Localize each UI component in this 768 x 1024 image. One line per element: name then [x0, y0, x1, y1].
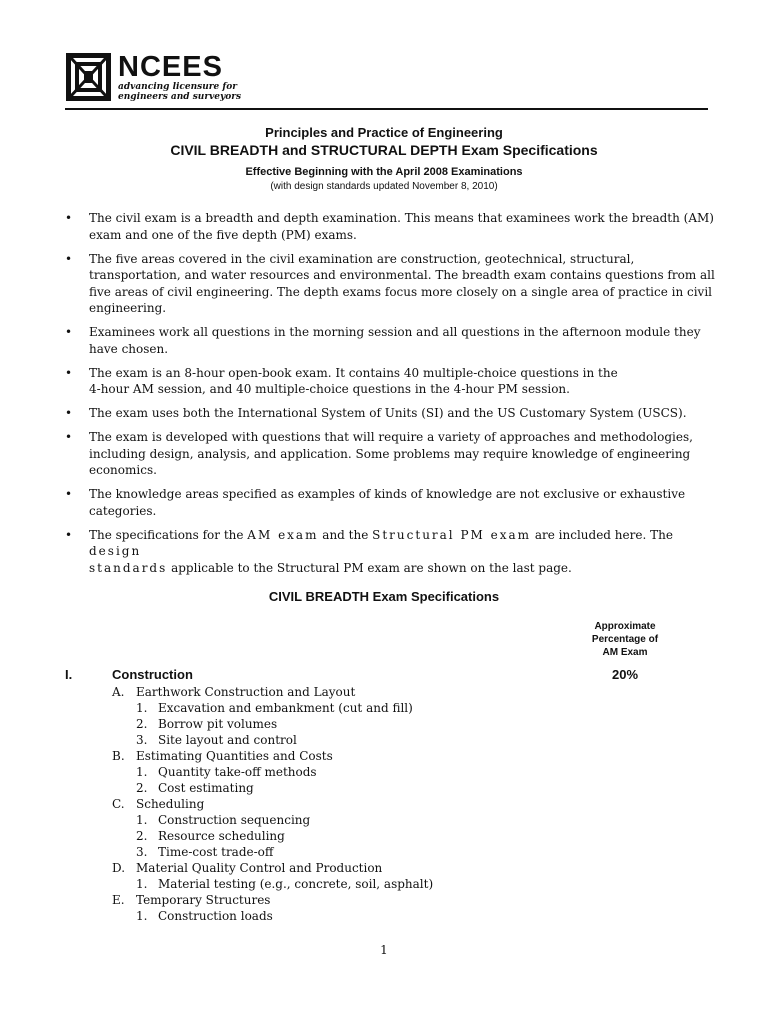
item-text: Construction sequencing	[158, 813, 311, 827]
item-number: 1.	[136, 765, 148, 779]
item-number: 3.	[136, 733, 148, 747]
bullet-text: The exam is developed with questions that will require a variety of approaches and methodologies, including design, analysis, and application. Some problems may require knowledge of engineering economics.	[89, 430, 693, 477]
category-title: Scheduling	[136, 797, 205, 811]
item-number: 2.	[136, 829, 148, 843]
outline-category	[112, 684, 433, 700]
pct-header-line: AM Exam	[602, 647, 648, 658]
outline-category	[112, 796, 433, 812]
outline-category	[112, 860, 433, 876]
bullet-text: and the	[318, 527, 373, 542]
category-title: Temporary Structures	[136, 893, 271, 907]
standards-update-note: (with design standards updated November 8, 2010)	[270, 181, 498, 192]
bullet-item	[65, 429, 715, 479]
item-text: Time-cost trade-off	[158, 845, 274, 859]
bullet-text: The civil exam is a breadth and depth examination. This means that examinees work the breadth (AM) exam and one of the five depth (PM) exams.	[89, 211, 714, 242]
bullet-text: applicable to the Structural PM exam are shown on the last page.	[167, 560, 572, 575]
item-text: Borrow pit volumes	[158, 717, 278, 731]
outline-item	[112, 844, 433, 860]
item-text: Cost estimating	[158, 781, 254, 795]
outline-item	[112, 908, 433, 924]
category-letter: E.	[112, 893, 125, 907]
bullet-text-spaced: Structural PM exam	[372, 527, 532, 542]
item-text: Material testing (e.g., concrete, soil, asphalt)	[158, 877, 434, 891]
category-title: Estimating Quantities and Costs	[136, 749, 333, 763]
item-text: Excavation and embankment (cut and fill)	[158, 701, 413, 715]
section-numeral: I.	[65, 667, 73, 682]
item-text: Site layout and control	[158, 733, 297, 747]
bullet-item	[65, 365, 715, 398]
bullet-text: are included here. The	[531, 527, 673, 542]
pct-header-line: Approximate	[594, 621, 656, 632]
item-number: 1.	[136, 813, 148, 827]
intro-bullet-list	[65, 210, 715, 584]
category-title: Material Quality Control and Production	[136, 861, 383, 875]
outline-item	[112, 780, 433, 796]
ncees-logo	[65, 52, 241, 102]
outline-category	[112, 748, 433, 764]
outline-item	[112, 764, 433, 780]
outline-item	[112, 876, 433, 892]
category-letter: D.	[112, 861, 126, 875]
bullet-text: Examinees work all questions in the morning session and all questions in the afternoon module they have chosen.	[89, 325, 701, 356]
logo-text	[118, 53, 241, 102]
item-number: 2.	[136, 717, 148, 731]
bullet-text: The exam uses both the International System of Units (SI) and the US Customary System (USCS).	[89, 406, 687, 420]
category-letter: A.	[112, 685, 125, 699]
logo-tagline-2: engineers and surveyors	[118, 92, 242, 102]
outline-item	[112, 732, 433, 748]
item-text: Quantity take-off methods	[158, 765, 317, 779]
section-outline	[112, 684, 433, 924]
category-letter: B.	[112, 749, 125, 763]
doc-title-line2: CIVIL BREADTH and STRUCTURAL DEPTH Exam Specifications	[170, 142, 598, 158]
effective-date: Effective Beginning with the April 2008 Examinations	[245, 166, 523, 178]
bullet-text: The knowledge areas specified as examples of kinds of knowledge are not exclusive or exhaustive categories.	[89, 487, 686, 518]
item-text: Resource scheduling	[158, 829, 285, 843]
item-number: 1.	[136, 909, 148, 923]
pct-header-line: Percentage of	[591, 634, 659, 645]
item-number: 1.	[136, 877, 148, 891]
breadth-spec-title: CIVIL BREADTH Exam Specifications	[268, 589, 500, 604]
bullet-text-spaced: design	[89, 544, 142, 558]
bullet-text: The five areas covered in the civil examination are construction, geotechnical, structural, transportation, and water resources and environmental. The breadth exam contains questions from all five areas of civil engineering. The depth exams focus more closely on a single area of practice in civil engineering.	[89, 251, 715, 315]
outline-item	[112, 700, 433, 716]
bullet-item	[65, 324, 715, 357]
outline-category	[112, 892, 433, 908]
outline-item	[112, 716, 433, 732]
bullet-item	[65, 405, 715, 422]
ncees-logo-mark-icon	[65, 52, 112, 102]
section-percentage: 20%	[611, 667, 639, 682]
logo-tagline-1: advancing licensure for	[118, 82, 238, 92]
item-number: 3.	[136, 845, 148, 859]
logo-name: NCEES	[118, 51, 223, 83]
doc-title-line1: Principles and Practice of Engineering	[265, 125, 503, 140]
bullet-text: 4-hour AM session, and 40 multiple-choice questions in the 4-hour PM session.	[89, 382, 570, 396]
bullet-text-spaced: standards	[89, 560, 168, 575]
outline-item	[112, 812, 433, 828]
category-title: Earthwork Construction and Layout	[136, 685, 356, 699]
item-number: 2.	[136, 781, 148, 795]
bullet-text-spaced: AM exam	[247, 527, 319, 542]
bullet-text: The exam is an 8-hour open-book exam. It contains 40 multiple-choice questions in the	[89, 365, 618, 380]
item-text: Construction loads	[158, 909, 273, 923]
item-number: 1.	[136, 701, 148, 715]
bullet-item	[65, 251, 715, 317]
bullet-item	[65, 210, 715, 243]
percentage-column-header	[575, 620, 675, 659]
category-letter: C.	[112, 797, 125, 811]
bullet-text: The specifications for the	[89, 527, 248, 542]
outline-item	[112, 828, 433, 844]
section-name: Construction	[112, 667, 193, 682]
header-rule	[65, 108, 708, 110]
bullet-item	[65, 486, 715, 519]
page-number: 1	[380, 943, 388, 957]
bullet-item	[65, 527, 715, 577]
